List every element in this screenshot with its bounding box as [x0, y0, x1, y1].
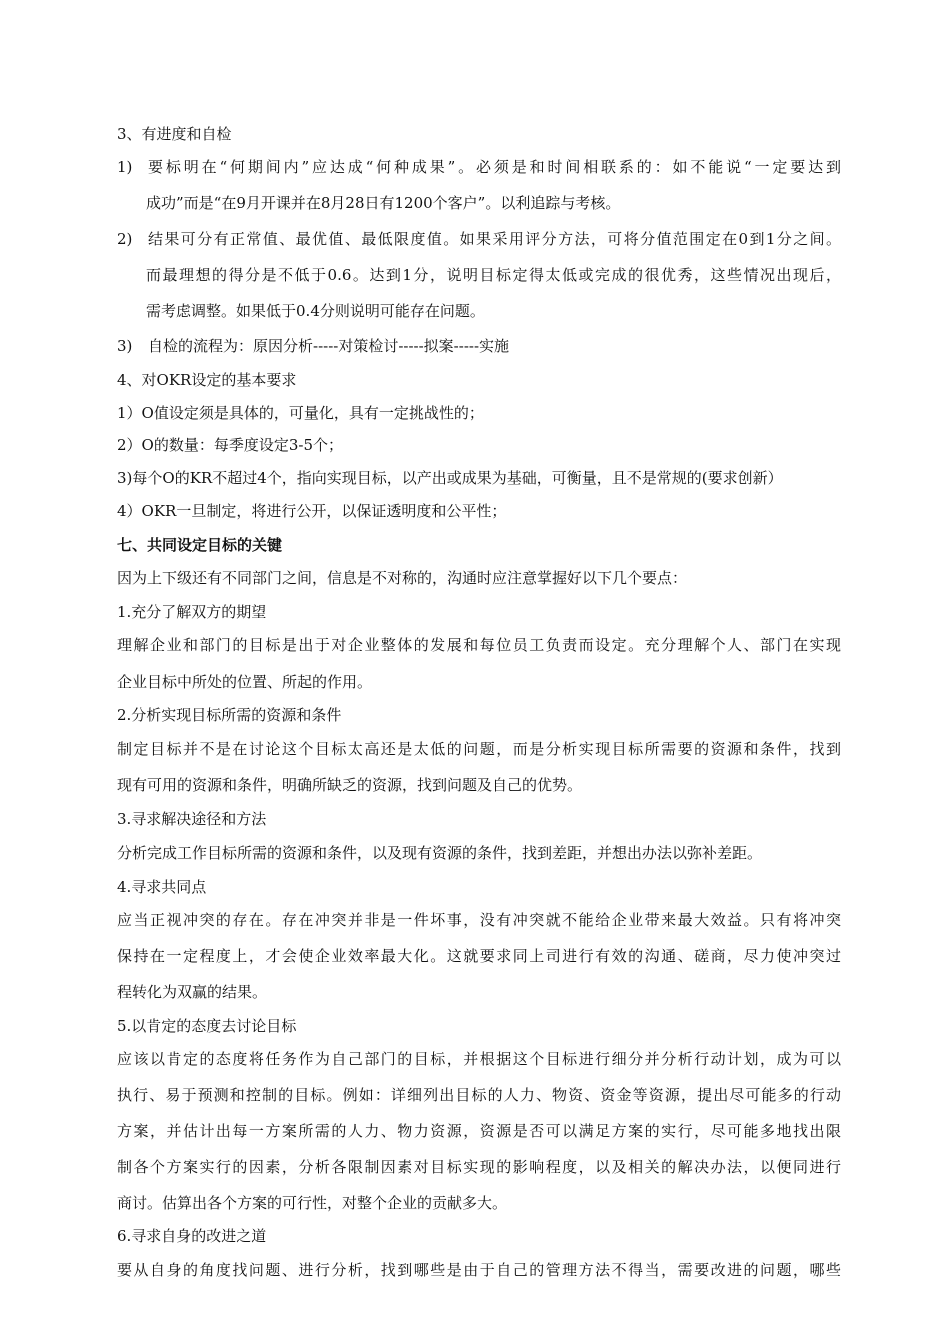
list-item-text: 成功”而是“在9月开课并在8月28日有1200个客户”。以利追踪与考核。	[146, 194, 621, 212]
point-heading: 3.寻求解决途径和方法	[117, 810, 267, 828]
list-item-text: 而最理想的得分是不低于0.6。达到1分，说明目标定得太低或完成的很优秀，这些情况出现后，	[146, 266, 841, 284]
paragraph: 因为上下级还有不同部门之间，信息是不对称的，沟通时应注意掌握好以下几个要点：	[117, 569, 688, 587]
paragraph: 应当正视冲突的存在。存在冲突并非是一件坏事，没有冲突就不能给企业带来最大效益。只有将冲突	[117, 911, 841, 929]
list-number: 3)	[117, 337, 133, 355]
paragraph: 程转化为双赢的结果。	[117, 983, 268, 1001]
section-heading: 4、对OKR设定的基本要求	[117, 371, 297, 389]
paragraph: 理解企业和部门的目标是出于对企业整体的发展和每位员工负责而设定。充分理解个人、部门在实现	[117, 636, 841, 654]
point-heading: 1.充分了解双方的期望	[117, 603, 267, 621]
paragraph: 制定目标并不是在讨论这个目标太高还是太低的问题，而是分析实现目标所需要的资源和条件，找到	[117, 740, 841, 758]
paragraph: 方案，并估计出每一方案所需的人力、物力资源，资源是否可以满足方案的实行，尽可能多地找出限	[117, 1122, 841, 1140]
list-item-text: 需考虑调整。如果低于0.4分则说明可能存在问题。	[146, 302, 485, 320]
paragraph: 保持在一定程度上，才会使企业效率最大化。这就要求同上司进行有效的沟通、磋商，尽力使冲突过	[117, 947, 841, 965]
requirement-item: 3)每个O的KR不超过4个，指向实现目标，以产出或成果为基础，可衡量，且不是常规的(要求创新）	[117, 469, 783, 487]
requirement-item: 2）O的数量：每季度设定3-5个；	[117, 436, 343, 454]
point-heading: 4.寻求共同点	[117, 878, 207, 896]
requirement-item: 4）OKR一旦制定，将进行公开，以保证透明度和公平性；	[117, 502, 507, 520]
paragraph: 应该以肯定的态度将任务作为自己部门的目标，并根据这个目标进行细分并分析行动计划，成为可以	[117, 1050, 841, 1068]
paragraph: 现有可用的资源和条件，明确所缺乏的资源，找到问题及自己的优势。	[117, 776, 583, 794]
section-heading: 3、有进度和自检	[117, 125, 232, 143]
paragraph: 制各个方案实行的因素，分析各限制因素对目标实现的影响程度，以及相关的解决办法，以便同进行	[117, 1158, 841, 1176]
requirement-item: 1）O值设定须是具体的，可量化，具有一定挑战性的；	[117, 404, 484, 422]
paragraph: 要从自身的角度找问题、进行分析，找到哪些是由于自己的管理方法不得当，需要改进的问题，哪些	[117, 1261, 841, 1279]
list-item-text: 结果可分有正常值、最优值、最低限度值。如果采用评分方法，可将分值范围定在0到1分之间。	[148, 230, 841, 248]
chapter-heading: 七、共同设定目标的关键	[117, 536, 283, 554]
paragraph: 企业目标中所处的位置、所起的作用。	[117, 673, 373, 691]
list-item-text: 要标明在“何期间内”应达成“何种成果”。必须是和时间相联系的：如不能说“一定要达到	[148, 158, 841, 176]
list-number: 2)	[117, 230, 133, 248]
point-heading: 6.寻求自身的改进之道	[117, 1227, 267, 1245]
paragraph: 商讨。估算出各个方案的可行性，对整个企业的贡献多大。	[117, 1194, 508, 1212]
paragraph: 执行、易于预测和控制的目标。例如：详细列出目标的人力、物资、资金等资源，提出尽可能多的行动	[117, 1086, 841, 1104]
list-number: 1)	[117, 158, 133, 176]
list-item-text: 自检的流程为：原因分析-----对策检讨-----拟案-----实施	[148, 337, 510, 355]
point-heading: 5.以肯定的态度去讨论目标	[117, 1017, 297, 1035]
point-heading: 2.分析实现目标所需的资源和条件	[117, 706, 342, 724]
paragraph: 分析完成工作目标所需的资源和条件，以及现有资源的条件，找到差距，并想出办法以弥补差距。	[117, 844, 763, 862]
